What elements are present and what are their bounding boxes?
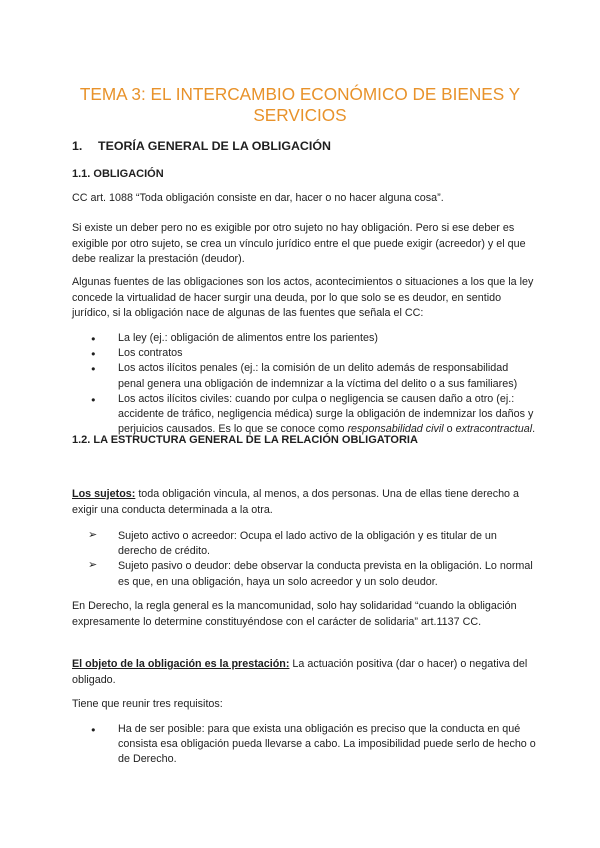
list-item: ● Ha de ser posible: para que exista una obligación es preciso que la conducta en qué consista esa obligación pueda llevarse a cabo. La imposibilidad puede serlo de hecho o de Derecho. — [88, 722, 536, 768]
list-item-text: . — [532, 423, 536, 436]
list-item-text: o — [443, 423, 456, 436]
paragraph-cc-1088: CC art. 1088 “Toda obligación consiste en dar, hacer o no hacer alguna cosa”. — [72, 192, 444, 204]
paragraph-sujetos — [72, 487, 534, 518]
section-label: TEORÍA GENERAL DE LA OBLIGACIÓN — [98, 139, 331, 153]
emphasis-extracontractual: extracontractual — [455, 423, 533, 436]
paragraph-objeto — [72, 657, 534, 688]
underlined-lead-objeto: El objeto de la obligación es la prestación: — [72, 658, 290, 670]
list-item: ➢ Sujeto pasivo o deudor: debe observar la conducta prevista en la obligación. Lo normal es que, en una obligación, haya un solo acreedor y un solo deudor. — [88, 559, 536, 589]
list-item — [88, 392, 536, 438]
paragraph-text: La actuación positiva (dar o hacer) o negativa del obligado. — [72, 658, 528, 686]
requirements-list — [88, 722, 536, 768]
emphasis-responsabilidad-civil: responsabilidad civil — [347, 423, 444, 436]
sources-list — [88, 331, 536, 437]
underlined-lead-sujetos: Los sujetos: — [72, 488, 136, 500]
list-item: ● La ley (ej.: obligación de alimentos entre los parientes) — [88, 331, 536, 346]
list-item: ● Los actos ilícitos penales (ej.: la comisión de un delito además de responsabilidad penal genera una obligación de indemnizar a la víctima del delito o a sus familiares) — [88, 361, 536, 391]
section-number: 1. — [72, 139, 83, 153]
subjects-list — [88, 529, 536, 590]
section-heading-1 — [72, 139, 331, 153]
paragraph-requisitos: Tiene que reunir tres requisitos: — [72, 698, 223, 710]
page-title: TEMA 3: EL INTERCAMBIO ECONÓMICO DE BIENES Y SERVICIOS — [79, 84, 521, 125]
subsection-heading-1-2: 1.2. LA ESTRUCTURA GENERAL DE LA RELACIÓN OBLIGATORIA — [72, 434, 418, 446]
list-item-text: Los actos ilícitos civiles: cuando por culpa o negligencia se causen daño a otro (ej.: accidente de tráfico, negligencia médica) surge la obligación de indemnizar los daños y perjuicios causados. Es lo que se conoce como — [118, 392, 534, 436]
list-item: ● Los contratos — [88, 346, 536, 361]
paragraph-mancomunidad: En Derecho, la regla general es la mancomunidad, solo hay solidaridad “cuando la obligación expresamente lo determine constituyéndose con el carácter de solidaria” art.1137 CC. — [72, 600, 517, 628]
paragraph-fuentes: Algunas fuentes de las obligaciones son los actos, acontecimientos o situaciones a los que la ley concede la virtualidad de hacer surgir una deuda, por lo que solo se es deudor, en sentido jurídico, si la obligación nace de algunas de las fuentes que señala el CC: — [72, 276, 534, 320]
subsection-heading-1-1: 1.1. OBLIGACIÓN — [72, 168, 164, 180]
paragraph-deber-exigible: Si existe un deber pero no es exigible por otro sujeto no hay obligación. Pero si ese deber es exigible por otro sujeto, se crea un vínculo jurídico entre el que puede exigir (acreedor) y el que debe realizar la prestación (deudor). — [72, 222, 526, 266]
paragraph-text: toda obligación vincula, al menos, a dos personas. Una de ellas tiene derecho a exigir una conducta determinada a la otra. — [72, 488, 519, 516]
list-item: ➢ Sujeto activo o acreedor: Ocupa el lado activo de la obligación y es titular de un derecho de crédito. — [88, 529, 536, 559]
